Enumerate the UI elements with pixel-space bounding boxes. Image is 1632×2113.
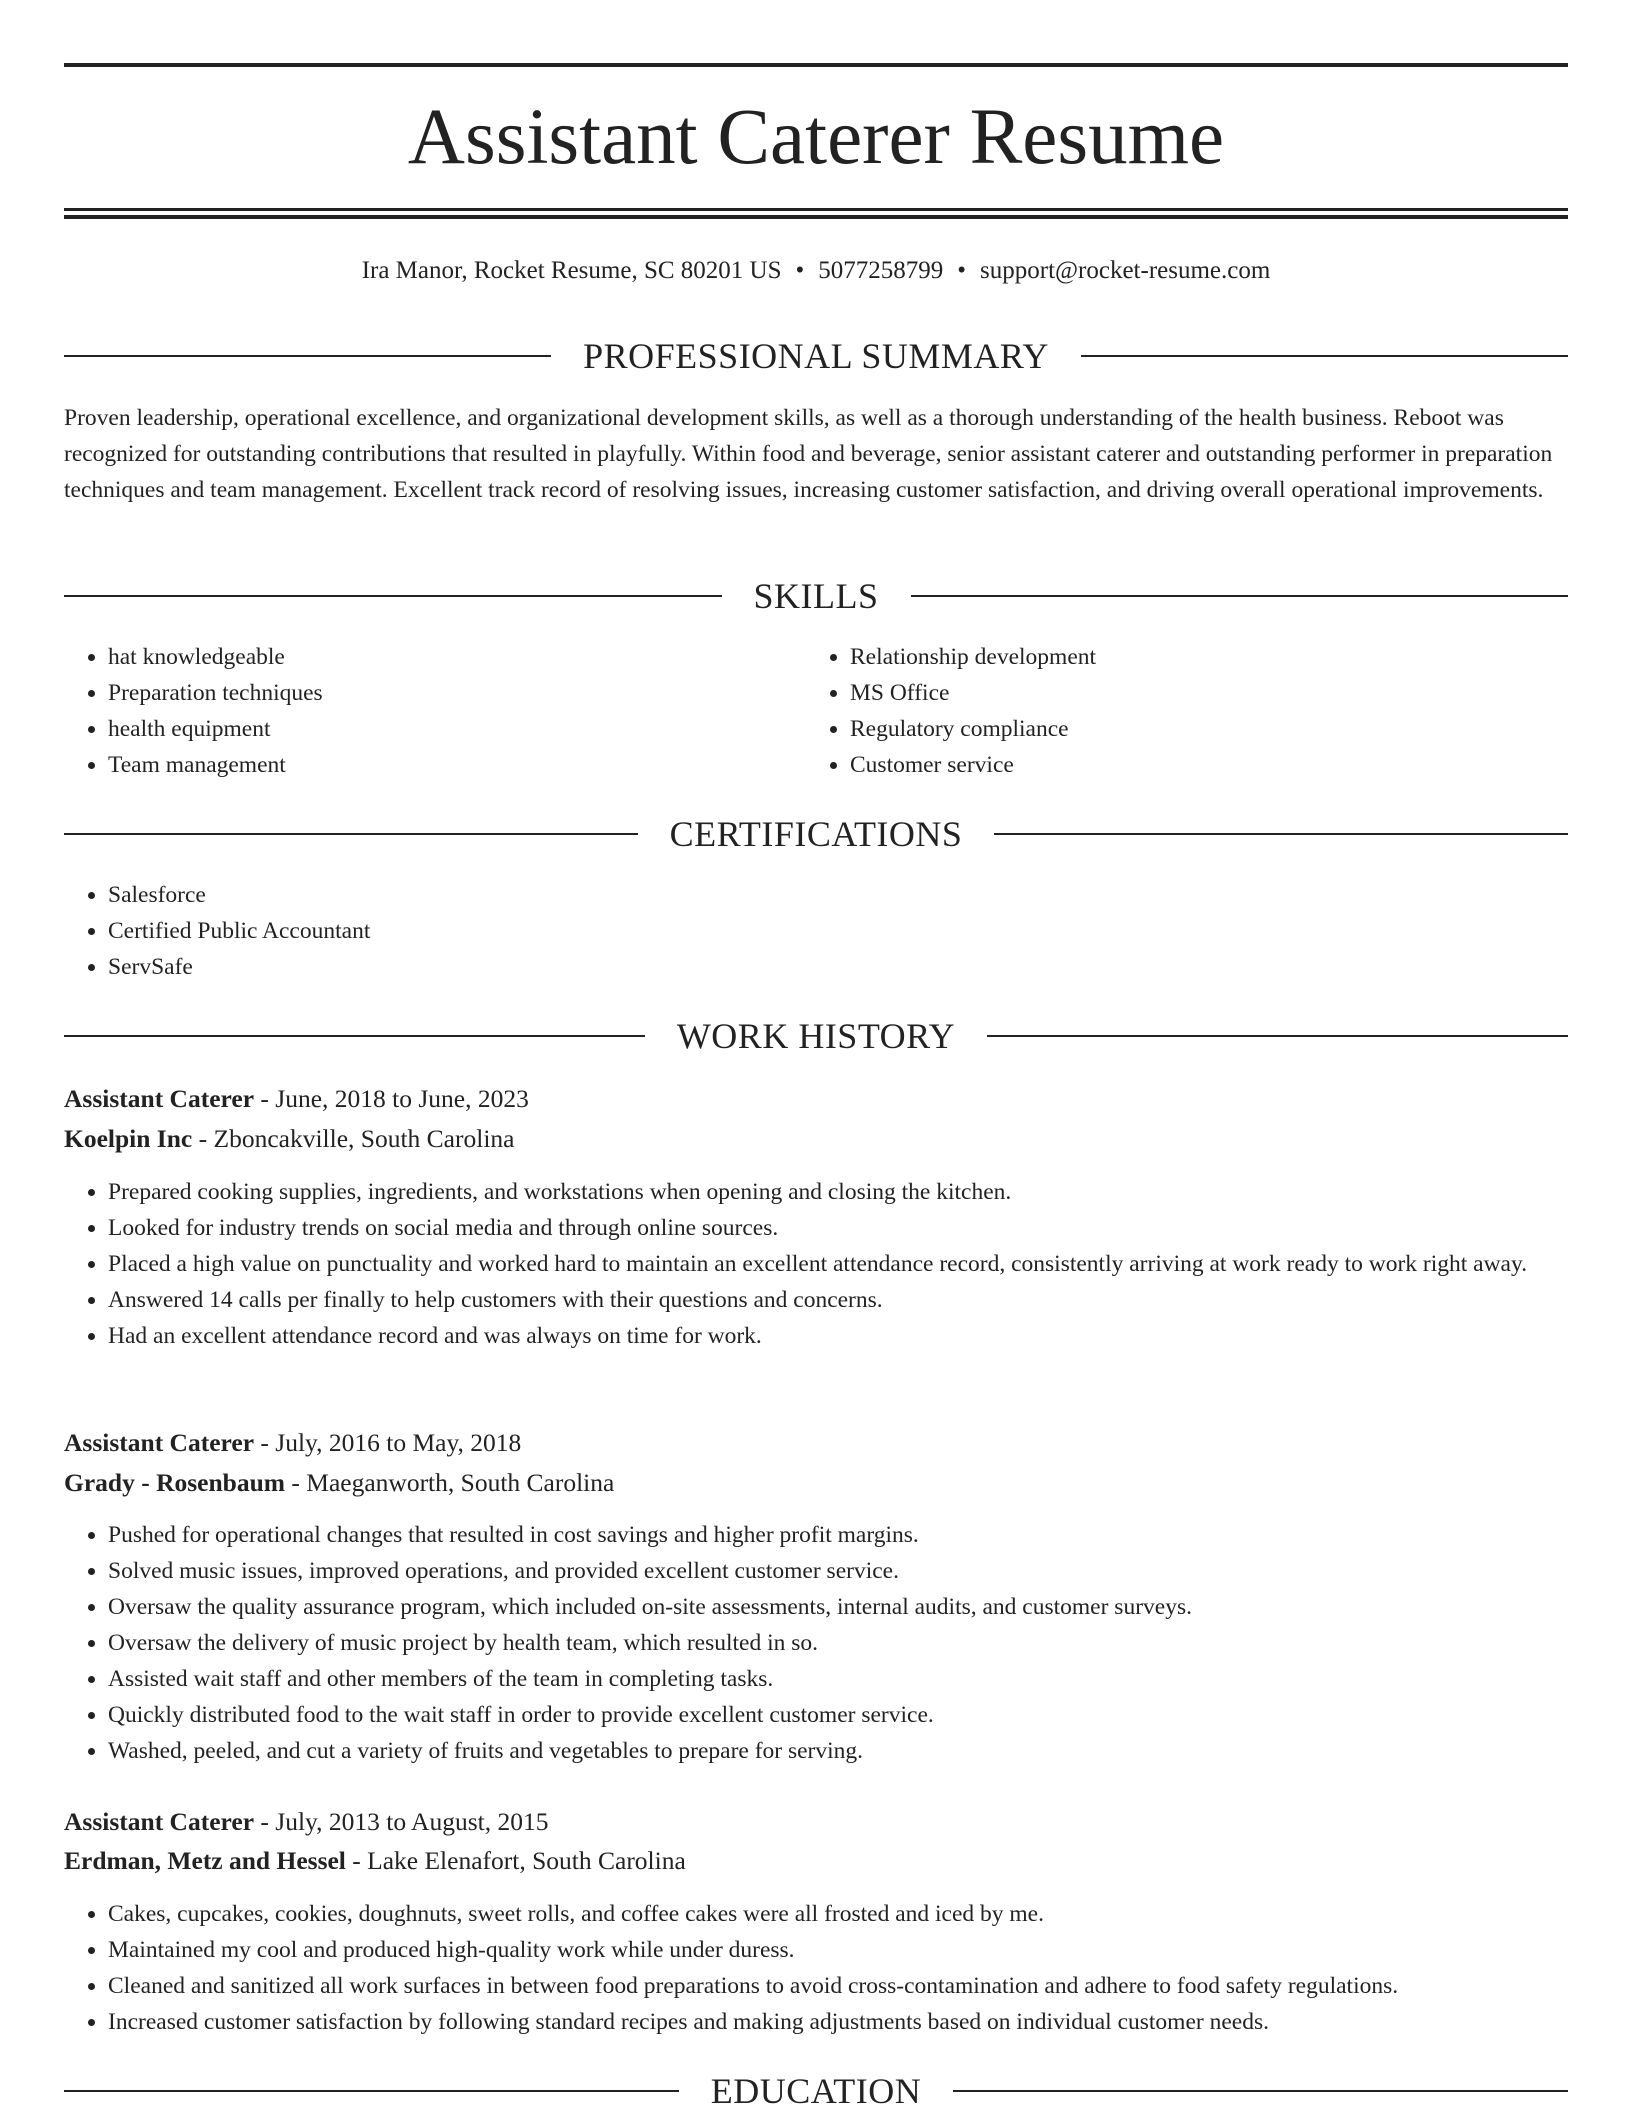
summary-text: Proven leadership, operational excellence, and organizational development skills, as well as a thorough understanding of the health business. Reboot was recognized for outstanding contributions that resulted in playfully. Within food and beverage, senior assistant caterer and outstanding performer in preparation techniques and team management. Excellent track record of resolving issues, increasing customer satisfaction, and driving overall operational improvements. [64,405,1553,503]
section-heading-summary [64,334,1568,378]
list-item: • Quickly distributed food to the wait staff in order to provide excellent customer service. [108,1697,1568,1733]
list-item: • health equipment [108,711,808,747]
list-item: • Increased customer satisfaction by following standard recipes and making adjustments based on individual customer needs. [108,2004,1568,2040]
top-rule [64,63,1568,67]
heading-rule [1081,355,1568,357]
section-title: SKILLS [753,576,879,616]
certifications-list [64,877,1568,985]
title-rule-lower [64,215,1568,219]
skills-list-right [806,639,1550,783]
heading-rule [64,1035,645,1037]
contact-email: support@rocket-resume.com [980,257,1271,284]
list-item: • Preparation techniques [108,675,808,711]
list-item: • Pushed for operational changes that resulted in cost savings and higher profit margins. [108,1517,1568,1553]
list-item: • Oversaw the delivery of music project by health team, which resulted in so. [108,1625,1568,1661]
heading-rule [64,2090,679,2092]
skills-list-left [64,639,808,783]
contact-separator: • [795,257,805,284]
job-company: Grady - Rosenbaum [64,1468,286,1497]
list-item: • Looked for industry trends on social media and through online sources. [108,1210,1568,1246]
contact-phone: 5077258799 [818,257,944,284]
job-company: Erdman, Metz and Hessel [64,1846,346,1875]
list-item: • Salesforce [108,877,1568,913]
job-dates: - July, 2013 to August, 2015 [254,1807,549,1836]
heading-rule [911,595,1569,597]
list-item: • Oversaw the quality assurance program, which included on-site assessments, internal audits, and customer surveys. [108,1589,1568,1625]
job-bullets [64,1517,1568,1769]
job-title-line [64,1802,1568,1842]
job-company-line [64,1463,1568,1503]
list-item: • Certified Public Accountant [108,913,1568,949]
section-heading-education [64,2069,1568,2113]
section-heading-certifications [64,812,1568,856]
page-title: Assistant Caterer Resume [407,94,1225,181]
job-company-line [64,1841,1568,1881]
list-item: • Placed a high value on punctuality and worked hard to maintain an excellent attendance record, consistently arriving at work ready to work right away. [108,1246,1568,1282]
list-item: • Answered 14 calls per finally to help customers with their questions and concerns. [108,1282,1568,1318]
job-bullets [64,1896,1568,2040]
job-title: Assistant Caterer [64,1428,255,1457]
job-location: - Lake Elenafort, South Carolina [345,1846,686,1875]
title-rule-upper [64,208,1568,211]
heading-rule [953,2090,1568,2092]
list-item: • Relationship development [850,639,1550,675]
list-item: • Maintained my cool and produced high-quality work while under duress. [108,1932,1568,1968]
job-location: - Zboncakville, South Carolina [192,1124,515,1153]
list-item: • Team management [108,747,808,783]
list-item: • Cleaned and sanitized all work surfaces in between food preparations to avoid cross-contamination and adhere to food safety regulations. [108,1968,1568,2004]
contact-separator: • [957,257,967,284]
job-title-line [64,1423,1568,1463]
heading-rule [994,833,1568,835]
list-item: • MS Office [850,675,1550,711]
list-item: • Solved music issues, improved operations, and provided excellent customer service. [108,1553,1568,1589]
job-title: Assistant Caterer [64,1084,255,1113]
heading-rule [64,595,722,597]
list-item: • ServSafe [108,949,1568,985]
list-item: • Customer service [850,747,1550,783]
job-dates: - July, 2016 to May, 2018 [254,1428,522,1457]
job-company-line [64,1119,1568,1159]
section-title: CERTIFICATIONS [669,814,963,854]
section-title: PROFESSIONAL SUMMARY [583,336,1049,376]
job-location: - Maeganworth, South Carolina [285,1468,615,1497]
list-item: • Washed, peeled, and cut a variety of fruits and vegetables to prepare for serving. [108,1733,1568,1769]
list-item: • Assisted wait staff and other members of the team in completing tasks. [108,1661,1568,1697]
job-company: Koelpin Inc [64,1124,193,1153]
job-bullets [64,1174,1568,1354]
contact-line [64,254,1568,288]
section-heading-skills [64,574,1568,618]
list-item: • Cakes, cupcakes, cookies, doughnuts, sweet rolls, and coffee cakes were all frosted and iced by me. [108,1896,1568,1932]
section-title: WORK HISTORY [676,1016,956,1056]
section-heading-work [64,1014,1568,1058]
job-dates: - June, 2018 to June, 2023 [254,1084,529,1113]
heading-rule [64,355,551,357]
list-item: • hat knowledgeable [108,639,808,675]
list-item: • Prepared cooking supplies, ingredients, and workstations when opening and closing the kitchen. [108,1174,1568,1210]
heading-rule [987,1035,1568,1037]
job-title-line [64,1079,1568,1119]
heading-rule [64,833,638,835]
job-title: Assistant Caterer [64,1807,255,1836]
contact-address: Ira Manor, Rocket Resume, SC 80201 US [361,257,782,284]
list-item: • Regulatory compliance [850,711,1550,747]
list-item: • Had an excellent attendance record and was always on time for work. [108,1318,1568,1354]
section-title: EDUCATION [710,2071,922,2111]
